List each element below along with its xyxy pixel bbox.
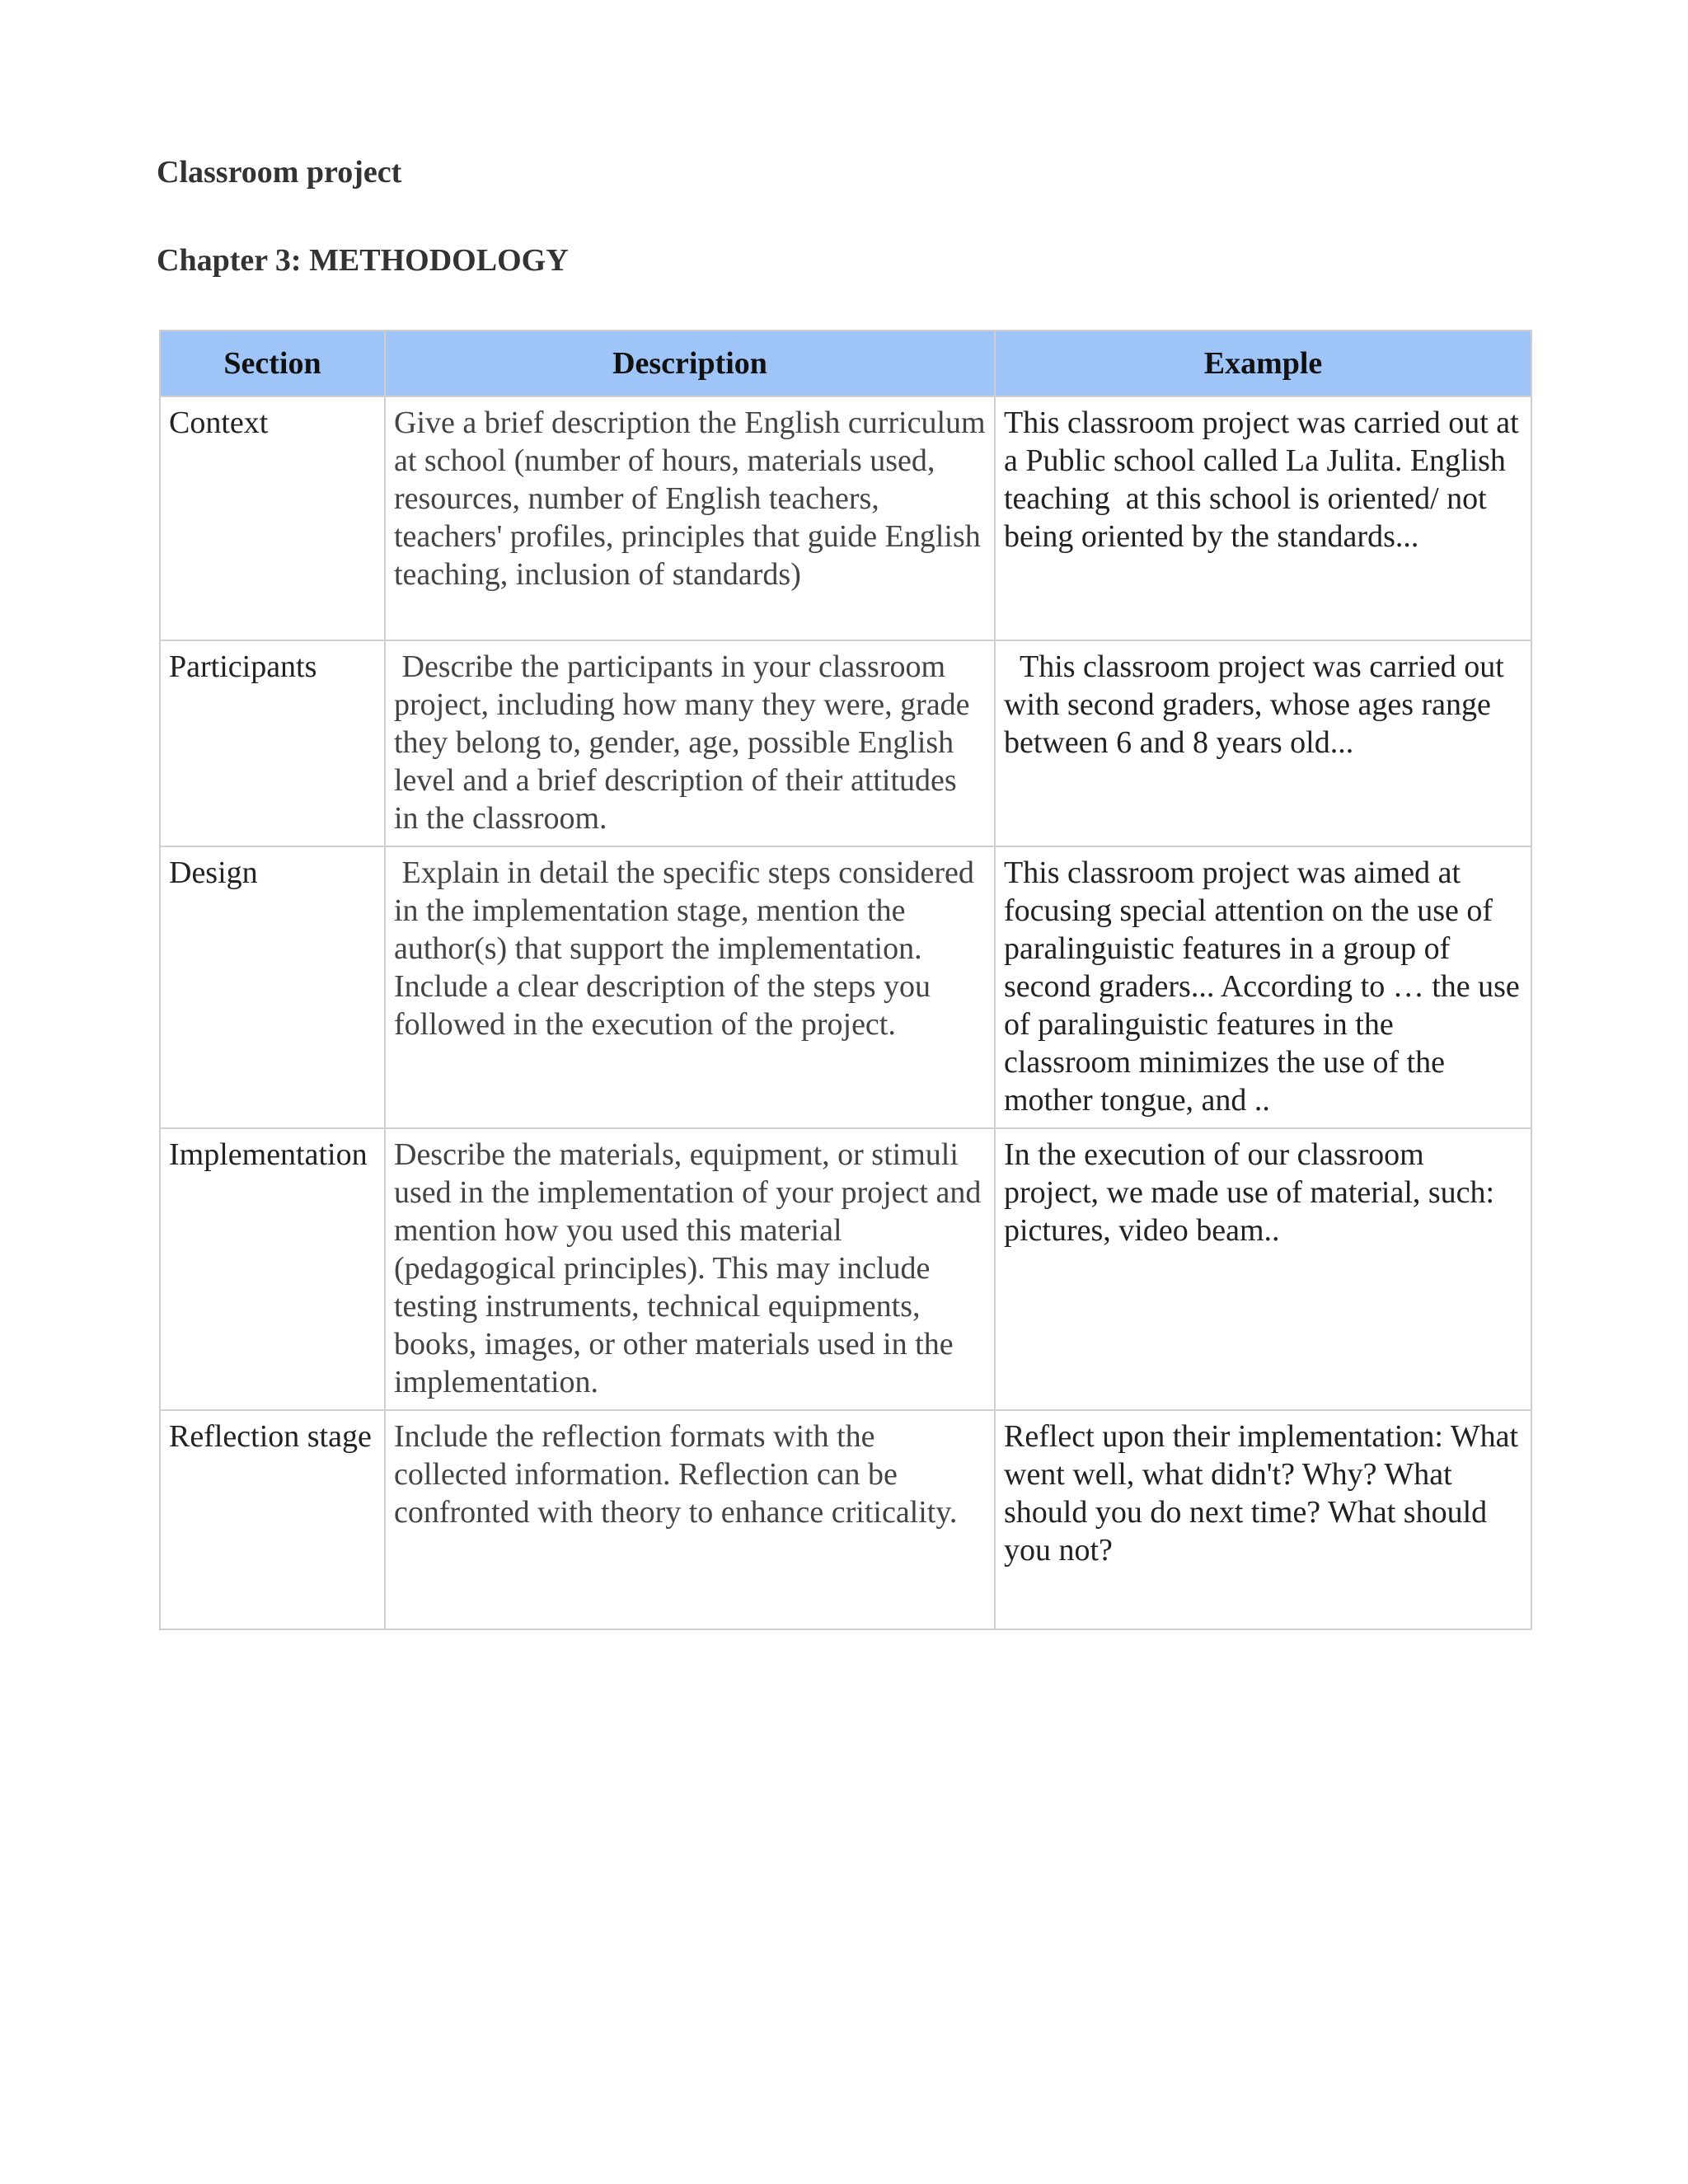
section-cell: Context [160,396,385,640]
table-row-design [160,846,1531,1128]
section-cell: Implementation [160,1128,385,1410]
table-row-context [160,396,1531,640]
table-header-row [160,330,1531,396]
chapter-heading: Chapter 3: METHODOLOGY [157,243,569,278]
description-cell: Describe the participants in your classroom project, including how many they were, grade they belong to, gender, age, possible English level and a brief description of their attitudes in the classroom. [385,640,995,846]
document-title: Classroom project [157,155,402,190]
example-cell: Reflect upon their implementation: What went well, what didn't? Why? What should you do next time? What should you not? [995,1410,1531,1629]
header-description: Description [385,330,995,396]
section-cell: Participants [160,640,385,846]
description-cell: Include the reflection formats with the collected information. Reflection can be confronted with theory to enhance criticality. [385,1410,995,1629]
header-example: Example [995,330,1531,396]
table-row-implementation [160,1128,1531,1410]
example-cell: This classroom project was carried out with second graders, whose ages range between 6 and 8 years old... [995,640,1531,846]
description-cell: Explain in detail the specific steps considered in the implementation stage, mention the author(s) that support the implementation. Include a clear description of the steps you followed in the execution of the project. [385,846,995,1128]
example-cell: This classroom project was aimed at focusing special attention on the use of paralinguistic features in a group of second graders... According to … the use of paralinguistic features in the classroom minimizes the use of the mother tongue, and .. [995,846,1531,1128]
header-section: Section [160,330,385,396]
methodology-table [159,330,1532,1630]
section-cell: Design [160,846,385,1128]
example-cell: In the execution of our classroom project, we made use of material, such: pictures, video beam.. [995,1128,1531,1410]
description-cell: Describe the materials, equipment, or stimuli used in the implementation of your project and mention how you used this material (pedagogical principles). This may include testing instruments, technical equipments, books, images, or other materials used in the implementation. [385,1128,995,1410]
table-row-reflection [160,1410,1531,1629]
example-cell: This classroom project was carried out at a Public school called La Julita. English teaching at this school is oriented/ not being oriented by the standards... [995,396,1531,640]
table-row-participants [160,640,1531,846]
description-cell: Give a brief description the English curriculum at school (number of hours, materials used, resources, number of English teachers, teachers' profiles, principles that guide English teaching, inclusion of standards) [385,396,995,640]
section-cell: Reflection stage [160,1410,385,1629]
